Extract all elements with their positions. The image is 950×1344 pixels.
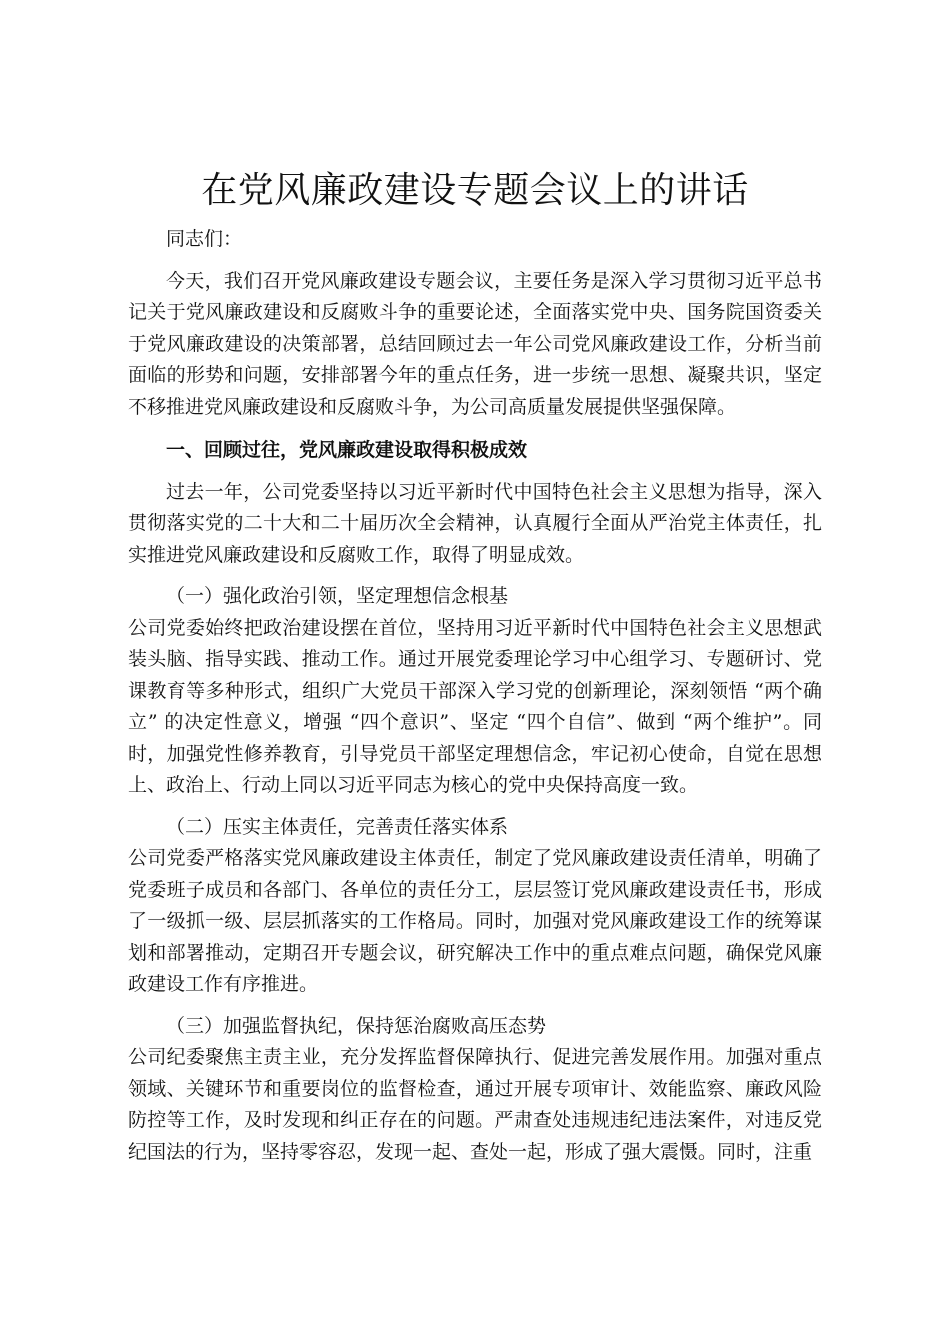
subsection-2-paragraph: 公司党委严格落实党风廉政建设主体责任，制定了党风廉政建设责任清单，明确了党委班子成员和各部门、各单位的责任分工，层层签订党风廉政建设责任书，形成了一级抓一级、层层抓落实的工作格局。同时，加强对党风廉政建设工作的统筹谋划和部署推动，定期召开专题会议，研究解决工作中的重点难点问题，确保党风廉政建设工作有序推进。 [128, 847, 822, 995]
subsection-1-paragraph: 公司党委始终把政治建设摆在首位，坚持用习近平新时代中国特色社会主义思想武装头脑、指导实践、推动工作。通过开展党委理论学习中心组学习、专题研讨、党课教育等多种形式，组织广大党员干部深入学习党的创新理论，深刻领悟 “两个确立” 的决定性意义，增强 “四个意识”、坚定 “四个自信”、做到 “两个维护”。同时，加强党性修养教育，引导党员干部坚定理想信念，牢记初心使命，自觉在思想上、政治上、行动上同以习近平同志为核心的党中央保持高度一致。 [128, 616, 822, 796]
subsection-2-heading: （二）压实主体责任，完善责任落实体系 [166, 815, 509, 838]
intro-paragraph: 今天，我们召开党风廉政建设专题会议，主要任务是深入学习贯彻习近平总书记关于党风廉政建设和反腐败斗争的重要论述，全面落实党中央、国务院国资委关于党风廉政建设的决策部署，总结回顾过去一年公司党风廉政建设工作，分析当前面临的形势和问题，安排部署今年的重点任务，进一步统一思想、凝聚共识，坚定不移推进党风廉政建设和反腐败斗争，为公司高质量发展提供坚强保障。 [128, 269, 822, 418]
subsection-1-heading: （一）强化政治引领，坚定理想信念根基 [166, 585, 509, 607]
document-title: 在党风廉政建设专题会议上的讲话 [201, 170, 749, 211]
section-1-paragraph: 过去一年，公司党委坚持以习近平新时代中国特色社会主义思想为指导，深入贯彻落实党的二十大和二十届历次全会精神，认真履行全面从严治党主体责任，扎实推进党风廉政建设和反腐败工作，取得了明显成效。 [128, 480, 822, 566]
section-1-heading: 一、回顾过往，党风廉政建设取得积极成效 [166, 439, 528, 461]
subsection-3-paragraph: 公司纪委聚焦主责主业，充分发挥监督保障执行、促进完善发展作用。加强对重点领域、关键环节和重要岗位的监督检查，通过开展专项审计、效能监察、廉政风险防控等工作，及时发现和纠正存在的问题。严肃查处违规违纪违法案件，对违反党纪国法的行为，坚持零容忍，发现一起、查处一起，形成了强大震慑。同时，注重 [128, 1046, 822, 1163]
document-page [128, 168, 822, 1168]
subsection-3-heading: （三）加强监督执纪，保持惩治腐败高压态势 [166, 1014, 547, 1037]
salutation: 同志们： [166, 228, 243, 250]
